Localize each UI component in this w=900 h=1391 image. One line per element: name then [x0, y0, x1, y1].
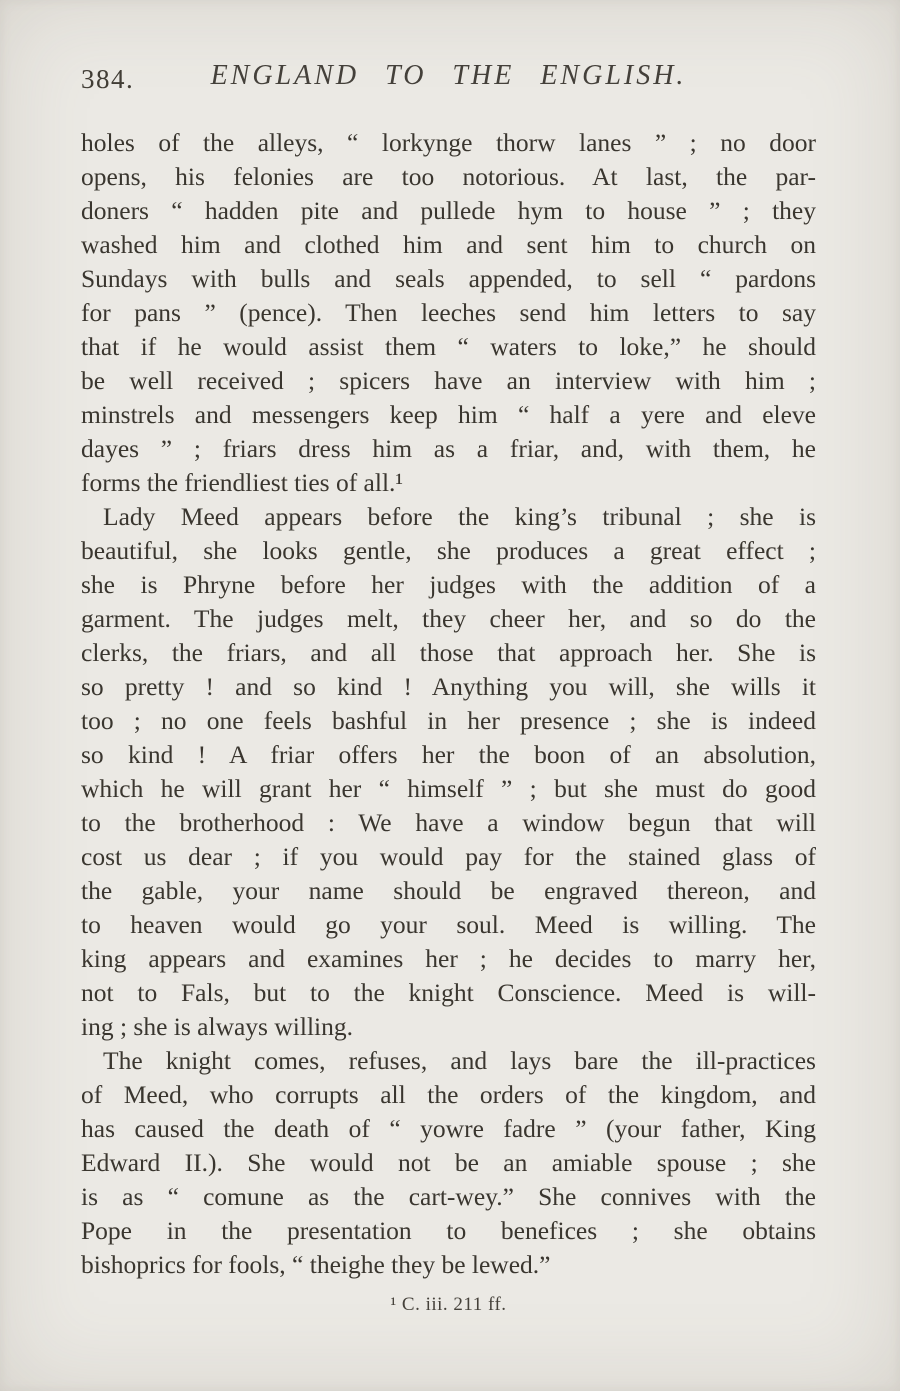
- text-line: doners “ hadden pite and pullede hym to house ” ; they: [81, 196, 816, 225]
- text-line: to heaven would go your soul. Meed is willing. The: [81, 910, 816, 939]
- text-line: be well received ; spicers have an interview with him ;: [81, 366, 816, 395]
- page-number: 384.: [81, 64, 135, 94]
- text-line: Lady Meed appears before the king’s tribunal ; she is: [103, 502, 816, 531]
- running-title: ENGLAND TO THE ENGLISH.: [210, 60, 687, 91]
- text-line: the gable, your name should be engraved thereon, and: [81, 876, 816, 905]
- text-line: so pretty ! and so kind ! Anything you will, she wills it: [81, 672, 816, 701]
- text-line: dayes ” ; friars dress him as a friar, and, with them, he: [81, 434, 816, 463]
- page-header: [81, 60, 816, 102]
- paragraph: [81, 1044, 816, 1282]
- text-line: opens, his felonies are too notorious. At last, the par-: [81, 162, 816, 191]
- text-line: of Meed, who corrupts all the orders of the kingdom, and: [81, 1080, 816, 1109]
- text-line: is as “ comune as the cart-wey.” She connives with the: [81, 1182, 816, 1211]
- footnote: ¹ C. iii. 211 ff.: [390, 1294, 507, 1315]
- text-line: which he will grant her “ himself ” ; but she must do good: [81, 774, 816, 803]
- text-line: The knight comes, refuses, and lays bare the ill-practices: [103, 1046, 816, 1075]
- text-line: to the brotherhood : We have a window begun that will: [81, 808, 816, 837]
- text-line: holes of the alleys, “ lorkynge thorw lanes ” ; no door: [81, 128, 816, 157]
- text-line: not to Fals, but to the knight Conscience. Meed is will-: [81, 978, 816, 1007]
- text-line: bishoprics for fools, “ theighe they be lewed.”: [81, 1250, 551, 1279]
- text-line: for pans ” (pence). Then leeches send him letters to say: [81, 298, 816, 327]
- text-line: beautiful, she looks gentle, she produces a great effect ;: [81, 536, 816, 565]
- text-line: ing ; she is always willing.: [81, 1012, 353, 1041]
- text-line: Sundays with bulls and seals appended, to sell “ pardons: [81, 264, 816, 293]
- text-line: clerks, the friars, and all those that approach her. She is: [81, 638, 816, 667]
- text-line: Pope in the presentation to benefices ; she obtains: [81, 1216, 816, 1245]
- paragraph: [81, 126, 816, 500]
- text-line: garment. The judges melt, they cheer her, and so do the: [81, 604, 816, 633]
- text-line: washed him and clothed him and sent him to church on: [81, 230, 816, 259]
- text-line: minstrels and messengers keep him “ half a yere and eleve: [81, 400, 816, 429]
- text-line: she is Phryne before her judges with the addition of a: [81, 570, 816, 599]
- text-line: too ; no one feels bashful in her presence ; she is indeed: [81, 706, 816, 735]
- text-line: cost us dear ; if you would pay for the stained glass of: [81, 842, 816, 871]
- text-line: Edward II.). She would not be an amiable spouse ; she: [81, 1148, 816, 1177]
- text-line: king appears and examines her ; he decides to marry her,: [81, 944, 816, 973]
- text-line: so kind ! A friar offers her the boon of an absolution,: [81, 740, 816, 769]
- paragraph: [81, 500, 816, 1044]
- text-line: forms the friendliest ties of all.¹: [81, 468, 404, 497]
- page-body: [81, 126, 816, 1282]
- text-line: has caused the death of “ yowre fadre ” (your father, King: [81, 1114, 816, 1143]
- text-line: that if he would assist them “ waters to loke,” he should: [81, 332, 816, 361]
